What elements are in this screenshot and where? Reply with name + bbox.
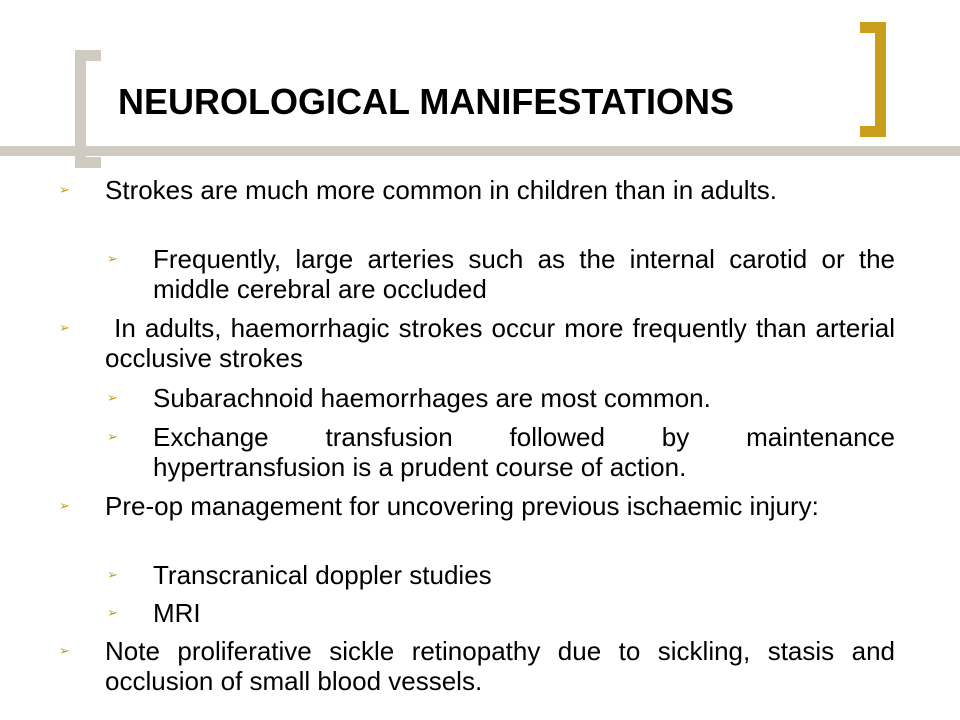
bullet-text: MRI <box>153 598 201 628</box>
decorative-gold-bracket-vertical <box>875 22 886 137</box>
sub-bullet-item <box>107 383 895 413</box>
decorative-gold-bracket-top <box>860 22 886 33</box>
decorative-gold-bracket-bottom <box>860 126 886 137</box>
arrowhead-bullet-icon: ➢ <box>59 182 70 197</box>
bullet-item <box>59 491 895 521</box>
arrowhead-bullet-icon: ➢ <box>59 643 70 658</box>
arrowhead-bullet-icon: ➢ <box>107 390 118 405</box>
arrowhead-bullet-icon: ➢ <box>107 567 118 582</box>
slide-title: NEUROLOGICAL MANIFESTATIONS <box>118 81 734 122</box>
bullet-text: In adults, haemorrhagic strokes occur more frequently than arterial occlusive strokes <box>105 313 903 373</box>
bullet-item <box>59 636 895 696</box>
sub-bullet-item <box>107 560 895 590</box>
arrowhead-bullet-icon: ➢ <box>59 498 70 513</box>
sub-bullet-item <box>107 598 895 628</box>
bullet-item <box>59 175 895 205</box>
decorative-gray-horizontal-bar <box>0 146 960 156</box>
arrowhead-bullet-icon: ➢ <box>59 320 70 335</box>
bullet-item <box>59 313 903 373</box>
arrowhead-bullet-icon: ➢ <box>107 429 118 444</box>
bullet-text: Note proliferative sickle retinopathy due to sickling, stasis and occlusion of small blood vessels. <box>105 636 895 696</box>
bullet-text: Subarachnoid haemorrhages are most common. <box>153 383 711 413</box>
decorative-gray-bracket-vertical <box>75 50 86 168</box>
arrowhead-bullet-icon: ➢ <box>107 251 118 266</box>
bullet-text: Transcranical doppler studies <box>153 560 492 590</box>
sub-bullet-item <box>107 244 895 304</box>
bullet-text: Frequently, large arteries such as the internal carotid or the middle cerebral are occluded <box>153 244 895 304</box>
bullet-text: Strokes are much more common in children than in adults. <box>105 175 777 205</box>
bullet-text: Pre-op management for uncovering previous ischaemic injury: <box>105 491 819 521</box>
arrowhead-bullet-icon: ➢ <box>107 605 118 620</box>
decorative-gray-bracket-top <box>75 50 101 61</box>
decorative-gray-bracket-bottom <box>75 157 101 168</box>
sub-bullet-item <box>107 422 895 482</box>
bullet-text: Exchange transfusion followed by maintenance hypertransfusion is a prudent course of action. <box>153 422 895 482</box>
